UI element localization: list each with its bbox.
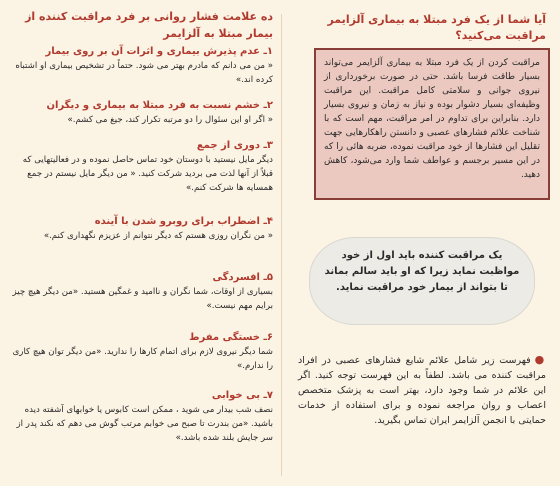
- list-intro-paragraph: [298, 352, 546, 428]
- symptom-section: [11, 214, 273, 243]
- symptom-text: شما دیگر نیروی لازم برای اتمام کارها را ندارید. «من دیگر توان هیچ کاری را ندارم.»: [12, 347, 273, 371]
- symptom-section: [11, 270, 273, 313]
- symptom-section: [11, 138, 273, 195]
- symptom-heading: ۴ـ اضطراب برای روبرو شدن با آینده: [94, 216, 273, 227]
- symptom-text: « من می دانم که مادرم بهتر می شود. حتماً در تشخیص بیماری او اشتباه کرده اند.»: [15, 61, 273, 85]
- cloud-text: یک مراقبت کننده باید اول از خود مواظبت نماید زیرا که او باید سالم بماند تا بتواند از بیمار خود مراقبت نماید.: [324, 250, 520, 293]
- symptom-heading: ۲ـ خشم نسبت به فرد مبتلا به بیماری و دیگران: [46, 100, 273, 111]
- bullet-icon: ●: [534, 353, 546, 366]
- symptom-heading: ۵ـ افسردگی: [212, 272, 273, 283]
- symptom-text: بسیاری از اوقات، شما نگران و ناامید و غمگین هستید. «من دیگر هیچ چیز برایم مهم نیست.»: [12, 287, 273, 311]
- symptom-heading: ۳ـ دوری از جمع: [196, 140, 273, 151]
- symptom-section: [11, 98, 273, 127]
- symptom-heading: ۶ـ خستگی مفرط: [189, 332, 273, 343]
- symptom-heading: ۷ـ بی خوابی: [211, 390, 273, 401]
- intro-box: مراقبت کردن از یک فرد مبتلا به بیماری آلزایمر می‌تواند بسیار طاقت فرسا باشد. حتی در صورت برخورداری از نیروی جوانی و سلامتی کامل مراقبت. این مراقبت وظیفه‌ای بسیار دشوار بوده و نیاز به زمان و نیروی بسیار دارد. بنابراین برای تداوم در امر مراقبت، مهم است که با شناخت علائم فشارهای عصبی و دانستن راهکارهایی جهت تقلیل این فشارها از خود مراقبت نموده، ضربه هائی را که در این مسیر برجسم و عواطف شما وارد می‌شود، کاهش دهید.: [314, 48, 550, 200]
- right-column: [285, 0, 560, 486]
- symptom-heading: ۱ـ عدم پذیرش بیماری و اثرات آن بر روی بیمار: [45, 46, 273, 57]
- symptom-section: [11, 330, 273, 373]
- list-intro-text: فهرست زیر شامل علائم شایع فشارهای عصبی در افراد مراقبت کننده می باشد. لطفاً به این فهرست توجه کنید. اگر این علائم در شما وجود دارد، بهتر است به پزشک متخصص اعصاب و روان مراجعه نموده و برای استفاده از خدمات حمایتی با انجمن آلزایمر ایران تماس بگیرید.: [298, 355, 546, 426]
- left-title: ده علامت فشار روانی بر فرد مراقبت کننده از بیمار مبتلا به آلزایمر: [25, 10, 273, 40]
- symptom-section: [11, 388, 273, 445]
- symptom-text: دیگر مایل نیستید با دوستان خود تماس حاصل نموده و در فعالیتهایی که قبلاً از آنها لذت می بردید شرکت کنید. « من دیگر مایل نیستم در جمع همسایه ها شرکت کنم.»: [22, 155, 273, 193]
- symptom-text: « اگر او این سئوال را دو مرتبه تکرار کند، جیغ می کشم.»: [67, 115, 273, 125]
- symptom-section: [11, 44, 273, 87]
- symptom-text: نصف شب بیدار می شوید ، ممکن است کابوس یا خوابهای آشفته دیده باشید. «من بندرت تا صبح می خوابم مرتب گوش می دهم که نکند پدر از سر جایش بلند شده باشد.»: [16, 405, 273, 443]
- symptom-text: « من نگران روزی هستم که دیگر نتوانم از عزیزم نگهداری کنم.»: [43, 231, 273, 241]
- right-title: آیا شما از یک فرد مبتلا به بیماری آلزایمر مراقبت می‌کنید؟: [327, 13, 546, 42]
